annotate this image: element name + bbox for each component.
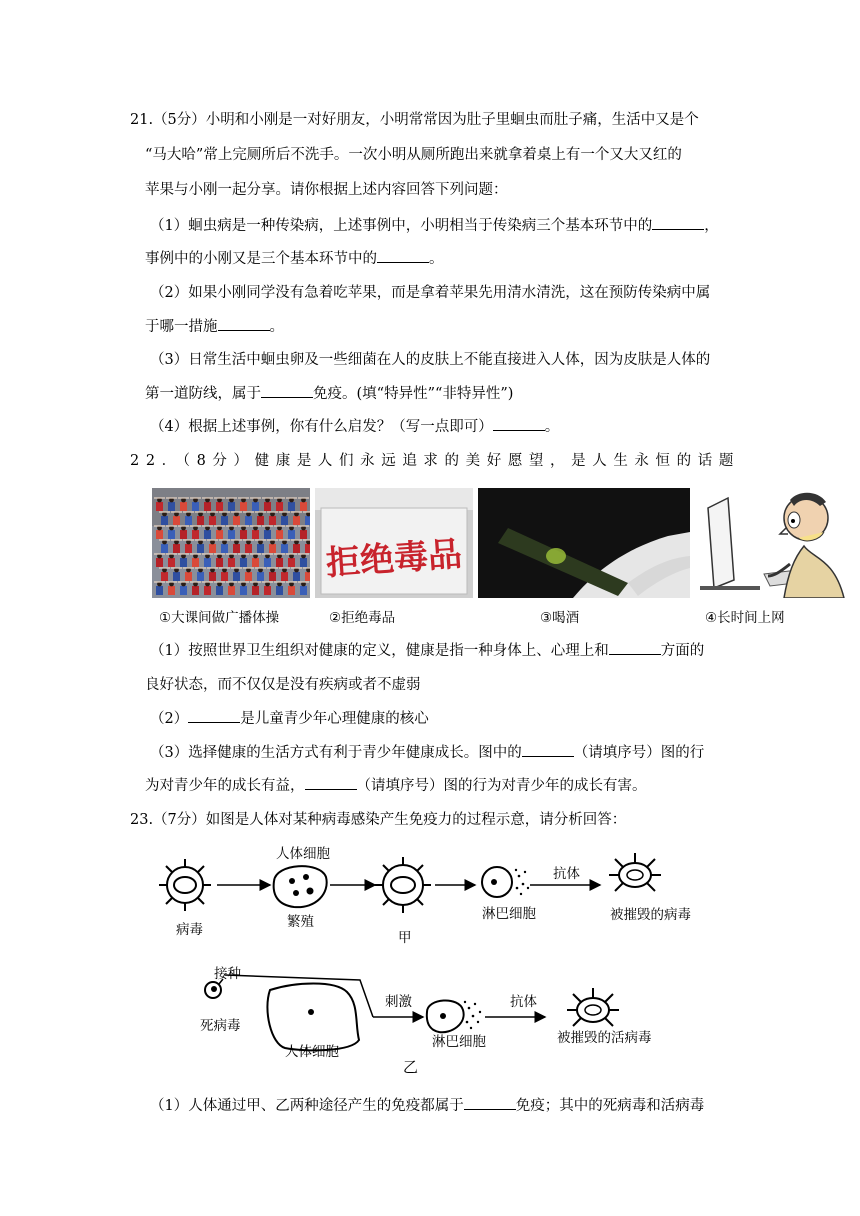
- q21-part3-line-b: [145, 383, 513, 404]
- q21-part1-line-a: [150, 215, 719, 236]
- label-destroyed-virus: 被摧毁的病毒: [610, 907, 691, 923]
- destroyed-virus-icon: [609, 853, 661, 891]
- answer-blank[interactable]: [188, 708, 240, 723]
- caption-1: ①大课间做广播体操: [159, 610, 280, 626]
- caption-2: ②拒绝毒品: [329, 610, 396, 626]
- q21-part3-end-b: 免疫。(填“特异性”“非特异性”): [313, 386, 514, 402]
- q22-part2-prefix: （2）: [150, 711, 189, 727]
- q21-part1-end-a: ，: [704, 218, 719, 234]
- drinking-photo: [478, 488, 690, 598]
- caption-4: ④长时间上网: [705, 610, 785, 626]
- answer-blank[interactable]: [493, 416, 545, 431]
- label-destroyed-live-virus: 被摧毁的活病毒: [557, 1030, 652, 1046]
- q21-part1-text-a: （1）蛔虫病是一种传染病，上述事例中，小明相当于传染病三个基本环节中的: [150, 218, 653, 234]
- q21-part2-line-b: [145, 316, 284, 337]
- label-lymphocyte: 淋巴细胞: [482, 906, 536, 922]
- q23-part1-line: [150, 1095, 704, 1116]
- q21-part2-end-b: 。: [269, 319, 284, 335]
- answer-blank[interactable]: [261, 383, 313, 398]
- human-cell-icon: [274, 866, 327, 907]
- answer-blank[interactable]: [464, 1095, 516, 1110]
- label-jia: 甲: [398, 930, 412, 946]
- q21-line-1: 21.（5分）小明和小刚是一对好朋友，小明常常因为肚子里蛔虫而肚子痛，生活中又是个: [130, 112, 699, 128]
- q21-part4-text: （4）根据上述事例，你有什么启发？（写一点即可）: [150, 419, 493, 435]
- exercise-photo: [152, 488, 310, 598]
- q23-part1-end: 免疫；其中的死病毒和活病毒: [515, 1098, 705, 1114]
- virus-icon: [159, 859, 211, 911]
- destroyed-live-virus-icon: [567, 988, 619, 1026]
- answer-blank[interactable]: [522, 742, 574, 757]
- q22-title: 22．（8分）健康是人们永远追求的美好愿望，是人生永恒的话题: [130, 453, 740, 469]
- q22-part3-line-b: [145, 775, 647, 796]
- lymphocyte-icon: [427, 1000, 481, 1032]
- answer-blank[interactable]: [652, 215, 704, 230]
- label-vaccinate: 接种: [214, 966, 241, 982]
- q22-part1-line-b: 良好状态，而不仅仅是没有疾病或者不虚弱: [145, 677, 421, 693]
- label-antibody: 抗体: [553, 866, 580, 882]
- q21-line-3: 苹果与小刚一起分享。请你根据上述内容回答下列问题：: [145, 182, 508, 198]
- caption-3: ③喝酒: [540, 610, 580, 626]
- q21-part2-line-a: （2）如果小刚同学没有急着吃苹果，而是拿着苹果先用清水清洗，这在预防传染病中属: [150, 285, 711, 301]
- q22-part1-line-a: [150, 640, 704, 661]
- q22-part1-end-a: 方面的: [660, 643, 705, 659]
- q22-part3-line-a: [150, 742, 704, 763]
- label-lymphocyte-2: 淋巴细胞: [432, 1034, 486, 1050]
- label-virus: 病毒: [176, 922, 203, 938]
- q23-title: 23.（7分）如图是人体对某种病毒感染产生免疫力的过程示意，请分析回答：: [130, 812, 627, 828]
- label-dead-virus: 死病毒: [200, 1018, 241, 1034]
- answer-blank[interactable]: [305, 775, 357, 790]
- q22-part2-line: [150, 708, 429, 729]
- label-human-cell-2: 人体细胞: [285, 1044, 339, 1060]
- q21-part1-line-b: [145, 248, 444, 269]
- answer-blank[interactable]: [218, 316, 270, 331]
- q21-part2-text-b: 于哪一措施: [145, 319, 218, 335]
- internet-cartoon: [694, 488, 850, 598]
- q21-part4-end: 。: [544, 419, 560, 435]
- answer-blank[interactable]: [377, 248, 429, 263]
- q22-part3-text-a: （3）选择健康的生活方式有利于青少年健康成长。图中的: [150, 745, 522, 761]
- sign-text: 拒绝毒品: [324, 534, 464, 584]
- label-human-cell: 人体细胞: [276, 846, 330, 862]
- label-reproduce: 繁殖: [287, 914, 314, 930]
- answer-blank[interactable]: [609, 640, 661, 655]
- refuse-drugs-photo: [315, 488, 473, 598]
- q21-line-2: “马大哈”常上完厕所后不洗手。一次小明从厕所跑出来就拿着桌上有一个又大又红的: [145, 147, 682, 163]
- q22-part2-text: 是儿童青少年心理健康的核心: [240, 711, 429, 727]
- q22-part1-text-a: （1）按照世界卫生组织对健康的定义，健康是指一种身体上、心理上和: [150, 643, 609, 659]
- q22-part3-end-a: （请填序号）图的行: [573, 745, 705, 761]
- lymphocyte-icon: [482, 867, 529, 897]
- q22-part3-text-b: 为对青少年的成长有益，: [145, 778, 305, 794]
- infected-cell-icon: [375, 857, 431, 913]
- q22-part3-end-b: （请填序号）图的行为对青少年的成长有害。: [356, 778, 647, 794]
- q21-part4-line: [150, 416, 559, 437]
- q21-part3-line-a: （3）日常生活中蛔虫卵及一些细菌在人的皮肤上不能直接进入人体，因为皮肤是人体的: [150, 352, 711, 368]
- q21-part1-end-b: 。: [429, 251, 444, 267]
- label-stimulate: 刺激: [385, 994, 412, 1010]
- label-yi: 乙: [403, 1058, 419, 1076]
- q23-part1-text: （1）人体通过甲、乙两种途径产生的免疫都属于: [150, 1098, 464, 1114]
- q21-part3-text-b: 第一道防线，属于: [145, 386, 261, 402]
- q21-part1-text-b: 事例中的小刚又是三个基本环节中的: [145, 251, 377, 267]
- label-antibody-2: 抗体: [510, 994, 537, 1010]
